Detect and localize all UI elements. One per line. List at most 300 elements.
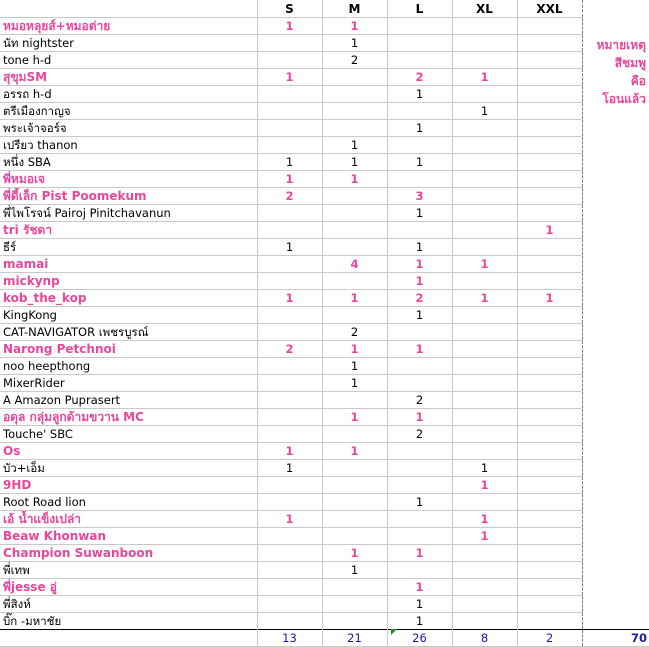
size-cell-s[interactable] (257, 528, 322, 545)
size-cell-m[interactable] (322, 528, 387, 545)
table-row (0, 120, 649, 137)
table-row (0, 307, 649, 324)
size-cell-xxl[interactable]: 1 (517, 290, 582, 307)
note-cell[interactable] (582, 613, 649, 630)
size-cell-l[interactable]: 3 (387, 188, 452, 205)
name-cell[interactable]: ธีร์ (0, 239, 257, 256)
size-cell-m[interactable] (322, 69, 387, 86)
table-row (0, 256, 649, 273)
note-cell[interactable] (582, 596, 649, 613)
size-cell-s[interactable] (257, 392, 322, 409)
size-cell-xxl[interactable] (517, 528, 582, 545)
size-cell-xl[interactable]: 1 (452, 290, 517, 307)
size-cell-xxl[interactable] (517, 494, 582, 511)
table-row (0, 375, 649, 392)
note-cell[interactable] (582, 120, 649, 137)
size-cell-l[interactable] (387, 358, 452, 375)
size-cell-s[interactable] (257, 579, 322, 596)
name-cell[interactable]: พี่หมอเจ (0, 171, 257, 188)
name-cell[interactable]: พี่ไพโรจน์ Pairoj Pinitchavanun (0, 205, 257, 222)
size-cell-s[interactable]: 1 (257, 443, 322, 460)
size-cell-m[interactable]: 1 (322, 562, 387, 579)
size-cell-m[interactable]: 1 (322, 171, 387, 188)
size-cell-s[interactable]: 2 (257, 341, 322, 358)
size-cell-xl[interactable]: 1 (452, 511, 517, 528)
size-cell-l[interactable] (387, 460, 452, 477)
size-cell-m[interactable]: 1 (322, 154, 387, 171)
size-cell-m[interactable]: 1 (322, 341, 387, 358)
size-cell-xxl[interactable] (517, 137, 582, 154)
name-cell[interactable]: หนึ่ง SBA (0, 154, 257, 171)
note-cell[interactable] (582, 443, 649, 460)
size-cell-s[interactable]: 1 (257, 171, 322, 188)
header-note-cell[interactable] (582, 0, 649, 18)
size-cell-m[interactable] (322, 273, 387, 290)
size-cell-xxl[interactable] (517, 35, 582, 52)
note-cell[interactable] (582, 273, 649, 290)
size-cell-xxl[interactable] (517, 392, 582, 409)
size-cell-s[interactable] (257, 613, 322, 630)
size-cell-m[interactable]: 1 (322, 443, 387, 460)
note-cell[interactable] (582, 222, 649, 239)
note-cell[interactable] (582, 18, 649, 35)
size-cell-xl[interactable] (452, 35, 517, 52)
size-cell-xxl[interactable] (517, 18, 582, 35)
note-cell[interactable] (582, 426, 649, 443)
total-s[interactable]: 13 (257, 630, 322, 647)
size-cell-xxl[interactable] (517, 409, 582, 426)
note-line-1: หมายเหตุ (596, 38, 646, 52)
size-cell-l[interactable] (387, 52, 452, 69)
size-cell-l[interactable] (387, 375, 452, 392)
name-cell[interactable]: noo heepthong (0, 358, 257, 375)
table-row (0, 596, 649, 613)
table-row (0, 69, 649, 86)
size-cell-xl[interactable] (452, 273, 517, 290)
size-cell-l[interactable]: 1 (387, 409, 452, 426)
note-cell[interactable] (582, 324, 649, 341)
header-m[interactable]: M (322, 0, 387, 18)
size-cell-l[interactable] (387, 35, 452, 52)
size-cell-xxl[interactable]: 1 (517, 222, 582, 239)
size-cell-xxl[interactable] (517, 545, 582, 562)
note-cell[interactable] (582, 528, 649, 545)
size-cell-m[interactable] (322, 426, 387, 443)
paid-note (586, 36, 649, 108)
table-row (0, 341, 649, 358)
size-cell-l[interactable]: 1 (387, 596, 452, 613)
size-cell-m[interactable]: 2 (322, 52, 387, 69)
size-cell-l[interactable]: 1 (387, 86, 452, 103)
size-cell-l[interactable]: 1 (387, 613, 452, 630)
cell-comment-marker (391, 629, 397, 635)
total-m[interactable]: 21 (322, 630, 387, 647)
size-cell-xxl[interactable] (517, 443, 582, 460)
table-row (0, 545, 649, 562)
header-xl[interactable]: XL (452, 0, 517, 18)
size-cell-xxl[interactable] (517, 273, 582, 290)
size-cell-xl[interactable] (452, 426, 517, 443)
name-cell[interactable]: พระเจ้าจอร์จ (0, 120, 257, 137)
table-row (0, 613, 649, 630)
size-cell-xxl[interactable] (517, 579, 582, 596)
size-cell-xxl[interactable] (517, 358, 582, 375)
size-cell-xl[interactable] (452, 52, 517, 69)
note-cell[interactable] (582, 205, 649, 222)
size-cell-xl[interactable] (452, 188, 517, 205)
header-xxl[interactable]: XXL (517, 0, 582, 18)
size-cell-xl[interactable] (452, 120, 517, 137)
size-cell-xxl[interactable] (517, 69, 582, 86)
size-cell-s[interactable] (257, 137, 322, 154)
table-row (0, 460, 649, 477)
name-cell[interactable]: พี่เทพ (0, 562, 257, 579)
table-row (0, 171, 649, 188)
table-row (0, 528, 649, 545)
note-cell[interactable] (582, 579, 649, 596)
size-cell-xxl[interactable] (517, 613, 582, 630)
name-cell[interactable]: บัว+เอ็ม (0, 460, 257, 477)
name-cell[interactable]: Narong Petchnoi (0, 341, 257, 358)
size-cell-s[interactable] (257, 120, 322, 137)
name-cell[interactable]: mamai (0, 256, 257, 273)
name-cell[interactable]: CAT-NAVIGATOR เพชรบูรณ์ (0, 324, 257, 341)
name-cell[interactable]: Os (0, 443, 257, 460)
size-cell-xxl[interactable] (517, 596, 582, 613)
size-cell-s[interactable] (257, 273, 322, 290)
size-cell-xl[interactable]: 1 (452, 69, 517, 86)
size-cell-xl[interactable]: 1 (452, 460, 517, 477)
size-cell-xl[interactable] (452, 409, 517, 426)
size-cell-xl[interactable] (452, 545, 517, 562)
size-cell-m[interactable] (322, 392, 387, 409)
size-cell-l[interactable] (387, 171, 452, 188)
name-cell[interactable]: A Amazon Puprasert (0, 392, 257, 409)
note-cell[interactable] (582, 545, 649, 562)
size-cell-m[interactable]: 1 (322, 375, 387, 392)
header-l[interactable]: L (387, 0, 452, 18)
size-cell-xl[interactable] (452, 171, 517, 188)
note-cell[interactable] (582, 375, 649, 392)
size-cell-xl[interactable] (452, 222, 517, 239)
size-cell-xl[interactable] (452, 579, 517, 596)
size-cell-xl[interactable] (452, 307, 517, 324)
size-cell-l[interactable] (387, 528, 452, 545)
table-row (0, 52, 649, 69)
name-cell[interactable]: 9HD (0, 477, 257, 494)
size-cell-s[interactable] (257, 562, 322, 579)
size-cell-m[interactable] (322, 205, 387, 222)
size-cell-xl[interactable]: 1 (452, 103, 517, 120)
size-cell-m[interactable] (322, 103, 387, 120)
size-cell-s[interactable] (257, 307, 322, 324)
size-cell-s[interactable] (257, 256, 322, 273)
totals-row (0, 630, 649, 647)
size-cell-xxl[interactable] (517, 511, 582, 528)
size-cell-l[interactable]: 1 (387, 545, 452, 562)
size-cell-xl[interactable] (452, 86, 517, 103)
table-row (0, 426, 649, 443)
size-cell-m[interactable] (322, 222, 387, 239)
size-cell-xl[interactable] (452, 596, 517, 613)
size-cell-xxl[interactable] (517, 188, 582, 205)
size-cell-xl[interactable] (452, 494, 517, 511)
size-cell-xxl[interactable] (517, 324, 582, 341)
size-cell-m[interactable] (322, 307, 387, 324)
table-row (0, 494, 649, 511)
table-row (0, 86, 649, 103)
size-cell-l[interactable]: 2 (387, 426, 452, 443)
size-cell-xl[interactable] (452, 358, 517, 375)
size-cell-xxl[interactable] (517, 120, 582, 137)
note-cell[interactable] (582, 460, 649, 477)
name-cell[interactable]: พี่ดี้เล็ก Pist Poomekum (0, 188, 257, 205)
size-cell-l[interactable]: 1 (387, 256, 452, 273)
size-cell-s[interactable]: 1 (257, 290, 322, 307)
table-row (0, 18, 649, 35)
note-cell[interactable] (582, 137, 649, 154)
size-cell-l[interactable] (387, 562, 452, 579)
table-row (0, 273, 649, 290)
size-cell-m[interactable] (322, 188, 387, 205)
note-cell[interactable] (582, 562, 649, 579)
table-row (0, 443, 649, 460)
size-cell-xl[interactable]: 1 (452, 477, 517, 494)
size-cell-xxl[interactable] (517, 341, 582, 358)
size-cell-xl[interactable]: 1 (452, 528, 517, 545)
size-cell-m[interactable]: 1 (322, 18, 387, 35)
total-xl[interactable]: 8 (452, 630, 517, 647)
size-cell-l[interactable]: 1 (387, 205, 452, 222)
size-cell-s[interactable] (257, 35, 322, 52)
size-cell-s[interactable] (257, 596, 322, 613)
size-cell-m[interactable] (322, 239, 387, 256)
name-cell[interactable]: Touche' SBC (0, 426, 257, 443)
size-cell-s[interactable] (257, 103, 322, 120)
name-cell[interactable]: ตรีเมืองกาญจ (0, 103, 257, 120)
size-cell-m[interactable]: 1 (322, 545, 387, 562)
note-cell[interactable] (582, 494, 649, 511)
note-cell[interactable] (582, 477, 649, 494)
size-cell-m[interactable] (322, 596, 387, 613)
size-cell-xl[interactable] (452, 443, 517, 460)
size-cell-m[interactable] (322, 613, 387, 630)
name-cell[interactable]: นัท nightster (0, 35, 257, 52)
size-cell-m[interactable] (322, 477, 387, 494)
size-cell-s[interactable] (257, 52, 322, 69)
size-cell-s[interactable] (257, 409, 322, 426)
size-cell-xl[interactable] (452, 613, 517, 630)
name-cell[interactable]: พี่สิงห์ (0, 596, 257, 613)
size-cell-l[interactable] (387, 18, 452, 35)
name-cell[interactable]: kob_the_kop (0, 290, 257, 307)
size-cell-xxl[interactable] (517, 52, 582, 69)
size-cell-xl[interactable] (452, 18, 517, 35)
total-xxl[interactable]: 2 (517, 630, 582, 647)
name-cell[interactable]: Champion Suwanboon (0, 545, 257, 562)
name-cell[interactable]: เอ้ น้ำแข็งเปล่า (0, 511, 257, 528)
size-cell-s[interactable]: 1 (257, 239, 322, 256)
size-cell-s[interactable]: 1 (257, 511, 322, 528)
size-cell-l[interactable] (387, 443, 452, 460)
size-cell-s[interactable]: 1 (257, 69, 322, 86)
size-cell-l[interactable]: 2 (387, 392, 452, 409)
size-cell-xxl[interactable] (517, 103, 582, 120)
size-cell-xxl[interactable] (517, 375, 582, 392)
note-cell[interactable] (582, 188, 649, 205)
size-cell-s[interactable] (257, 358, 322, 375)
size-cell-xxl[interactable] (517, 562, 582, 579)
size-cell-l[interactable] (387, 137, 452, 154)
totals-label-cell[interactable] (0, 630, 257, 647)
size-cell-s[interactable] (257, 426, 322, 443)
table-row (0, 392, 649, 409)
note-cell[interactable] (582, 171, 649, 188)
size-cell-l[interactable] (387, 511, 452, 528)
size-cell-xl[interactable]: 1 (452, 256, 517, 273)
note-cell[interactable] (582, 307, 649, 324)
note-cell[interactable] (582, 409, 649, 426)
size-cell-m[interactable] (322, 494, 387, 511)
name-cell[interactable]: บิ๊ก -มหาชัย (0, 613, 257, 630)
name-cell[interactable]: สุขุมSM (0, 69, 257, 86)
size-cell-xxl[interactable] (517, 460, 582, 477)
size-cell-l[interactable]: 1 (387, 341, 452, 358)
note-cell[interactable] (582, 256, 649, 273)
size-cell-m[interactable] (322, 460, 387, 477)
name-cell[interactable]: อดุล กลุ่มลูกด้ามขวาน MC (0, 409, 257, 426)
size-cell-l[interactable] (387, 222, 452, 239)
size-cell-xl[interactable] (452, 562, 517, 579)
size-cell-l[interactable]: 1 (387, 494, 452, 511)
size-cell-l[interactable]: 2 (387, 290, 452, 307)
size-cell-l[interactable] (387, 477, 452, 494)
size-cell-xl[interactable] (452, 375, 517, 392)
table-row (0, 562, 649, 579)
size-cell-s[interactable]: 1 (257, 154, 322, 171)
size-cell-m[interactable] (322, 511, 387, 528)
size-cell-m[interactable] (322, 579, 387, 596)
size-cell-l[interactable]: 1 (387, 239, 452, 256)
note-cell[interactable] (582, 511, 649, 528)
size-cell-xxl[interactable] (517, 307, 582, 324)
note-cell[interactable] (582, 392, 649, 409)
header-name-cell[interactable] (0, 0, 257, 18)
size-cell-xxl[interactable] (517, 477, 582, 494)
size-cell-s[interactable] (257, 375, 322, 392)
size-cell-s[interactable]: 2 (257, 188, 322, 205)
size-cell-l[interactable]: 1 (387, 307, 452, 324)
note-line-4: โอนแล้ว (602, 92, 646, 106)
size-cell-m[interactable]: 1 (322, 137, 387, 154)
name-cell[interactable]: Beaw Khonwan (0, 528, 257, 545)
table-row (0, 137, 649, 154)
size-cell-xxl[interactable] (517, 239, 582, 256)
table-row (0, 477, 649, 494)
note-cell[interactable] (582, 341, 649, 358)
name-cell[interactable]: MixerRider (0, 375, 257, 392)
note-cell[interactable] (582, 290, 649, 307)
size-cell-l[interactable]: 1 (387, 579, 452, 596)
table-row (0, 222, 649, 239)
size-cell-s[interactable] (257, 494, 322, 511)
size-cell-m[interactable]: 1 (322, 290, 387, 307)
size-cell-m[interactable]: 1 (322, 35, 387, 52)
size-cell-s[interactable] (257, 477, 322, 494)
name-cell[interactable]: หมอหลุยส์+หมอต่าย (0, 18, 257, 35)
size-cell-xxl[interactable] (517, 256, 582, 273)
note-line-2: สีชมพู (614, 56, 646, 70)
size-cell-xl[interactable] (452, 324, 517, 341)
size-cell-xl[interactable] (452, 137, 517, 154)
note-cell[interactable] (582, 154, 649, 171)
size-cell-s[interactable] (257, 545, 322, 562)
table-row (0, 579, 649, 596)
header-row (0, 0, 649, 18)
size-cell-m[interactable] (322, 120, 387, 137)
table-row (0, 188, 649, 205)
size-cell-xxl[interactable] (517, 205, 582, 222)
name-cell[interactable]: tri รัชดา (0, 222, 257, 239)
total-l[interactable]: 26 (387, 630, 452, 647)
name-cell[interactable]: mickynp (0, 273, 257, 290)
table-row (0, 103, 649, 120)
size-cell-s[interactable] (257, 205, 322, 222)
size-cell-xl[interactable] (452, 341, 517, 358)
size-cell-m[interactable]: 4 (322, 256, 387, 273)
size-cell-s[interactable] (257, 222, 322, 239)
size-cell-xxl[interactable] (517, 154, 582, 171)
size-cell-xxl[interactable] (517, 86, 582, 103)
header-s[interactable]: S (257, 0, 322, 18)
name-cell[interactable]: KingKong (0, 307, 257, 324)
name-cell[interactable]: เปรียว thanon (0, 137, 257, 154)
name-cell[interactable]: พี่jesse อู่ (0, 579, 257, 596)
note-cell[interactable] (582, 239, 649, 256)
size-cell-l[interactable]: 2 (387, 69, 452, 86)
size-cell-l[interactable] (387, 324, 452, 341)
size-cell-l[interactable]: 1 (387, 273, 452, 290)
size-cell-s[interactable] (257, 324, 322, 341)
table-row (0, 239, 649, 256)
size-cell-m[interactable]: 1 (322, 409, 387, 426)
size-cell-s[interactable]: 1 (257, 460, 322, 477)
table-row (0, 511, 649, 528)
size-cell-l[interactable] (387, 103, 452, 120)
size-cell-s[interactable] (257, 86, 322, 103)
grand-total[interactable]: 70 (582, 630, 649, 647)
size-cell-m[interactable]: 1 (322, 358, 387, 375)
size-cell-xxl[interactable] (517, 426, 582, 443)
size-cell-xl[interactable] (452, 392, 517, 409)
size-cell-xl[interactable] (452, 154, 517, 171)
size-cell-s[interactable]: 1 (257, 18, 322, 35)
table-row (0, 205, 649, 222)
size-cell-l[interactable]: 1 (387, 120, 452, 137)
size-cell-m[interactable]: 2 (322, 324, 387, 341)
name-cell[interactable]: tone h-d (0, 52, 257, 69)
table-row (0, 154, 649, 171)
name-cell[interactable]: Root Road lion (0, 494, 257, 511)
size-cell-xl[interactable] (452, 239, 517, 256)
size-cell-xxl[interactable] (517, 171, 582, 188)
table-row (0, 409, 649, 426)
note-cell[interactable] (582, 358, 649, 375)
name-cell[interactable]: อรรถ h-d (0, 86, 257, 103)
size-cell-m[interactable] (322, 86, 387, 103)
size-cell-xl[interactable] (452, 205, 517, 222)
size-cell-l[interactable]: 1 (387, 154, 452, 171)
